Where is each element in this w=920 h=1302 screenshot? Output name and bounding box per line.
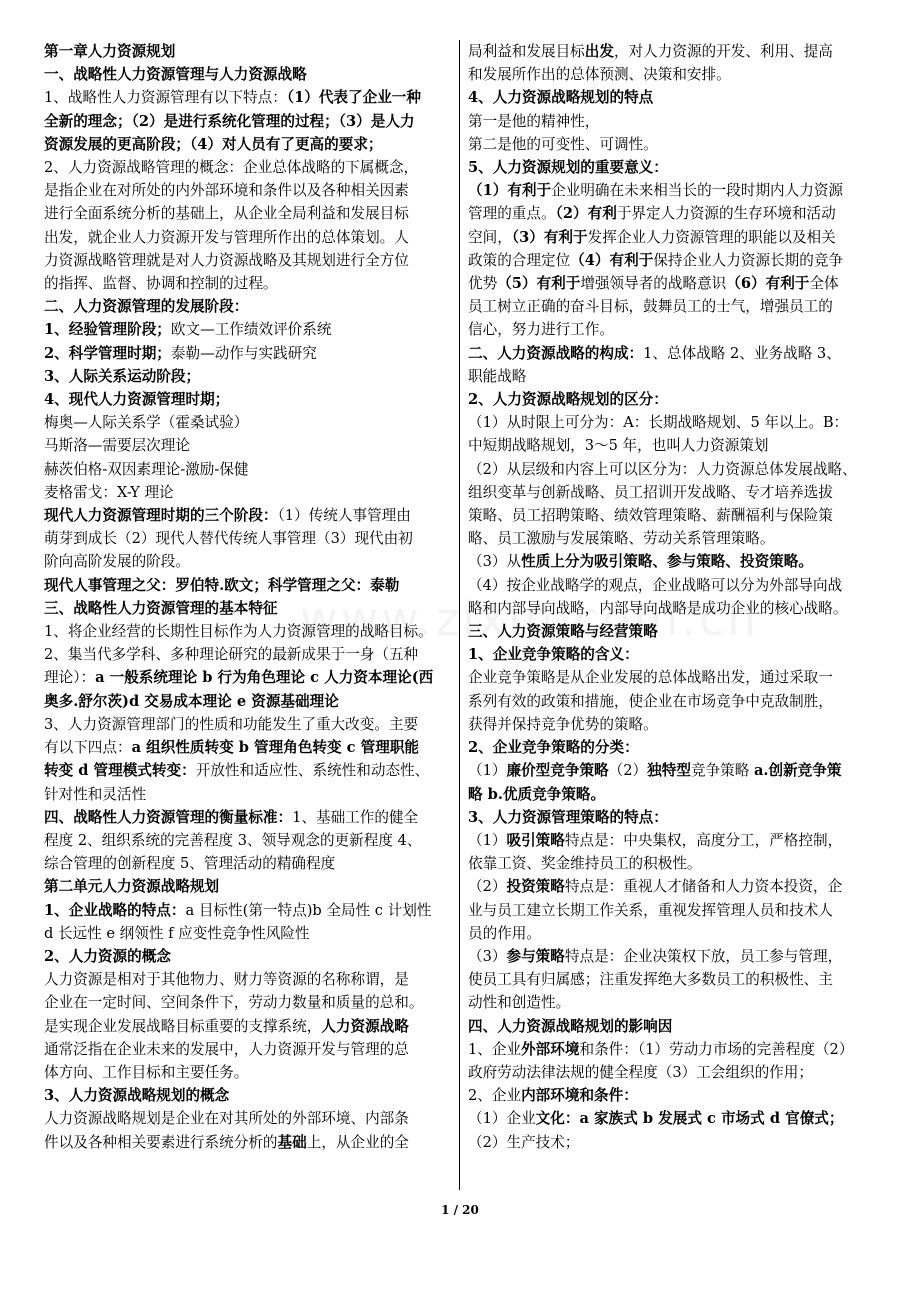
- left-text-line: [44, 249, 452, 272]
- text-segment: 上，从企业的全: [306, 1133, 409, 1151]
- bold-text-segment: a 一般系统理论 b 行为角色理论 c 人力资本理论(西: [95, 669, 434, 687]
- text-segment: （2）: [608, 762, 648, 780]
- bold-text-segment: 参与策略: [506, 947, 565, 965]
- text-segment: 进行全面系统分析的基础上，从企业全局利益和发展目标: [44, 205, 409, 223]
- text-segment: 力资源战略管理就是对人力资源战略及其规划进行全方位: [44, 251, 409, 269]
- right-text-line: [468, 945, 878, 968]
- column-divider: [459, 40, 460, 1190]
- bold-text-segment: 资源发展的更高阶段；（4）对人员有了更高的要求；: [44, 135, 383, 153]
- left-text-line: [44, 643, 452, 666]
- bold-text-segment: （3）有利于: [511, 228, 588, 246]
- bold-text-segment: 独特型: [647, 762, 691, 780]
- bold-text-segment: 3、人力资源管理策略的特点：: [468, 808, 668, 826]
- text-segment: 依靠工资、奖金维持员工的积极性。: [468, 855, 702, 873]
- right-text-line: [468, 86, 878, 109]
- bold-text-segment: （1）有利于: [468, 182, 552, 200]
- bold-text-segment: 1、经验管理阶段；: [44, 321, 171, 339]
- text-segment: 萌芽到成长（2）现代人替代传统人事管理（3）现代由初: [44, 530, 413, 548]
- bold-text-segment: 性质上分为吸引策略、参与策略、投资策略。: [521, 553, 813, 571]
- left-text-line: [44, 945, 452, 968]
- left-text-line: [44, 272, 452, 295]
- text-segment: 特点是：中央集权，高度分工，严格控制，: [564, 831, 843, 849]
- text-segment: 获得并保持竞争优势的策略。: [468, 715, 658, 733]
- right-text-line: [468, 411, 878, 434]
- left-text-line: [44, 1084, 452, 1107]
- right-text-line: [468, 110, 878, 133]
- bold-text-segment: 奥多.舒尔茨)d 交易成本理论 e 资源基础理论: [44, 692, 339, 710]
- left-text-line: [44, 156, 452, 179]
- text-segment: 梅奥—人际关系学（霍桑试验）: [44, 414, 249, 432]
- text-segment: 泰勒—动作与实践研究: [170, 344, 317, 362]
- bold-text-segment: 2、科学管理时期；: [44, 344, 171, 362]
- bold-text-segment: 四、战略性人力资源管理的衡量标准：: [44, 808, 293, 826]
- text-segment: （1）: [468, 762, 507, 780]
- left-text-line: [44, 481, 452, 504]
- right-text-line: [468, 63, 878, 86]
- text-segment: 1、企业: [468, 1040, 522, 1058]
- right-text-line: [468, 690, 878, 713]
- bold-text-segment: 2、人力资源的概念: [44, 947, 171, 965]
- bold-text-segment: 2、人力资源战略规划的区分：: [468, 391, 668, 409]
- right-text-line: [468, 365, 878, 388]
- left-text-line: [44, 574, 452, 597]
- left-text-line: [44, 991, 452, 1014]
- text-segment: 增强领导者的战略意识: [580, 275, 727, 293]
- right-text-line: [468, 991, 878, 1014]
- text-segment: a 目标性(第一特点)b 全局性 c 计划性: [185, 901, 432, 919]
- text-segment: 管理的重点。: [468, 205, 556, 223]
- bold-text-segment: 5、人力资源规划的重要意义：: [468, 159, 668, 177]
- left-text-line: [44, 690, 452, 713]
- text-segment: 局利益和发展目标: [468, 43, 585, 60]
- text-segment: （4）按企业战略学的观点，企业战略可以分为外部导向战: [468, 576, 843, 594]
- right-text-line: [468, 574, 878, 597]
- right-text-line: [468, 458, 878, 481]
- bold-text-segment: 内部环境和条件：: [521, 1087, 638, 1105]
- text-segment: 和发展所作出的总体预测、决策和安排。: [468, 66, 731, 84]
- left-text-line: [44, 504, 452, 527]
- bold-text-segment: 第一章人力资源规划: [44, 43, 176, 60]
- text-segment: 1、总体战略 2、业务战略 3、: [643, 344, 841, 362]
- text-segment: 企业竞争策略是从企业发展的总体战略出发，通过采取一: [468, 669, 833, 687]
- text-segment: 政策的合理定位: [468, 251, 571, 269]
- text-segment: 发挥企业人力资源管理的职能以及相关: [587, 228, 836, 246]
- bold-text-segment: 现代人事管理之父：罗伯特.欧文；科学管理之父：泰勒: [44, 576, 400, 594]
- right-text-line: [468, 133, 878, 156]
- text-segment: 空间，: [468, 228, 512, 246]
- left-text-line: [44, 829, 452, 852]
- text-segment: 信心，努力进行工作。: [468, 321, 614, 339]
- bold-text-segment: （6）有利于: [726, 275, 810, 293]
- bold-text-segment: 人力资源战略: [321, 1017, 409, 1035]
- text-segment: 人力资源战略规划是企业在对其所处的外部环境、内部条: [44, 1110, 409, 1128]
- bold-text-segment: 一、战略性人力资源管理与人力资源战略: [44, 66, 307, 84]
- right-text-line: [468, 527, 878, 550]
- bold-text-segment: 三、战略性人力资源管理的基本特征: [44, 599, 278, 617]
- left-text-line: [44, 620, 452, 643]
- right-text-line: [468, 713, 878, 736]
- text-segment: 阶向高阶发展的阶段。: [44, 553, 190, 571]
- right-text-line: [468, 249, 878, 272]
- text-segment: 企业明确在未来相当长的一段时期内人力资源: [551, 182, 844, 200]
- left-text-line: [44, 318, 452, 341]
- text-segment: 优势: [468, 275, 498, 293]
- text-segment: 中短期战略规划，3～5 年，也叫人力资源策划: [468, 437, 769, 455]
- left-text-line: [44, 968, 452, 991]
- bold-text-segment: 投资策略: [506, 878, 565, 896]
- text-segment: ，对人力资源的开发、利用、提高: [613, 43, 833, 60]
- left-text-line: [44, 806, 452, 829]
- right-text-line: [468, 806, 878, 829]
- left-text-line: [44, 759, 452, 782]
- text-segment: （2）从层级和内容上可以区分为：人力资源总体发展战略、: [468, 460, 857, 478]
- left-text-line: [44, 736, 452, 759]
- right-text-line: [468, 968, 878, 991]
- left-text-line: [44, 1015, 452, 1038]
- left-text-line: [44, 527, 452, 550]
- bold-text-segment: a 组织性质转变 b 管理角色转变 c 管理职能: [131, 739, 420, 757]
- text-segment: 马斯洛—需要层次理论: [44, 437, 190, 455]
- bold-text-segment: 1、企业竞争策略的含义：: [468, 646, 639, 664]
- text-segment: 2、集当代多学科、多种理论研究的最新成果于一身（五种: [44, 646, 419, 664]
- text-segment: （1）传统人事管理由: [277, 507, 411, 525]
- text-segment: 第二是他的可变性、可调性。: [468, 135, 658, 153]
- text-segment: 职能战略: [468, 367, 527, 385]
- right-text-line: [468, 295, 878, 318]
- right-text-line: [468, 852, 878, 875]
- text-segment: （1）从时限上可分为：A：长期战略规划、5 年以上。B：: [468, 414, 849, 432]
- right-text-line: [468, 783, 878, 806]
- text-segment: 2、人力资源战略管理的概念：企业总体战略的下属概念，: [44, 159, 419, 177]
- right-text-line: [468, 40, 878, 63]
- bold-text-segment: （2）有利: [555, 205, 617, 223]
- right-text-line: [468, 875, 878, 898]
- right-text-line: [468, 179, 878, 202]
- text-segment: 开放性和适应性、系统性和动态性、: [195, 762, 430, 780]
- text-segment: 人力资源是相对于其他物力、财力等资源的名称称谓，是: [44, 971, 409, 989]
- left-text-line: [44, 365, 452, 388]
- left-text-line: [44, 852, 452, 875]
- right-text-line: [468, 1131, 878, 1154]
- text-segment: 通常泛指在企业未来的发展中，人力资源开发与管理的总: [44, 1040, 409, 1058]
- right-column: [468, 40, 878, 1154]
- text-segment: 和条件：（1）劳动力市场的完善程度（2）: [579, 1040, 854, 1058]
- text-segment: 针对性和灵活性: [44, 785, 147, 803]
- left-text-line: [44, 226, 452, 249]
- bold-text-segment: 外部环境: [521, 1040, 580, 1058]
- text-segment: 略、员工激励与发展策略、劳动关系管理策略。: [468, 530, 775, 548]
- right-text-line: [468, 1084, 878, 1107]
- text-segment: （3）: [468, 947, 507, 965]
- text-segment: 的指挥、监督、协调和控制的过程。: [44, 275, 278, 293]
- bold-text-segment: （4）有利于: [570, 251, 654, 269]
- left-text-line: [44, 388, 452, 411]
- bold-text-segment: 基础: [277, 1133, 307, 1151]
- bold-text-segment: 吸引策略: [506, 831, 565, 849]
- bold-text-segment: 4、人力资源战略规划的特点: [468, 89, 654, 107]
- bold-text-segment: 出发: [584, 43, 614, 60]
- text-segment: （2）: [468, 878, 507, 896]
- left-text-line: [44, 40, 452, 63]
- text-segment: （1）: [468, 831, 507, 849]
- left-column: [44, 40, 452, 1154]
- right-text-line: [468, 1015, 878, 1038]
- text-segment: 是实现企业发展战略目标重要的支撑系统，: [44, 1017, 322, 1035]
- text-segment: 体方向、工作目标和主要任务。: [44, 1063, 249, 1081]
- left-text-line: [44, 458, 452, 481]
- text-segment: d 长远性 e 纲领性 f 应变性竞争性风险性: [44, 924, 310, 942]
- right-text-line: [468, 1061, 878, 1084]
- bold-text-segment: 二、人力资源管理的发展阶段：: [44, 298, 249, 316]
- left-text-line: [44, 411, 452, 434]
- text-segment: 有以下四点：: [44, 739, 132, 757]
- text-segment: 综合管理的创新程度 5、管理活动的精确程度: [44, 855, 336, 873]
- bold-text-segment: 1、企业战略的特点：: [44, 901, 186, 919]
- right-text-line: [468, 342, 878, 365]
- bold-text-segment: 文化：a 家族式 b 发展式 c 市场式 d 官僚式；: [535, 1110, 844, 1128]
- bold-text-segment: （1）代表了企业一种: [286, 89, 421, 107]
- right-text-line: [468, 504, 878, 527]
- bold-text-segment: 廉价型竞争策略: [506, 762, 609, 780]
- right-text-line: [468, 759, 878, 782]
- bold-text-segment: 三、人力资源策略与经营策略: [468, 623, 658, 641]
- right-text-line: [468, 156, 878, 179]
- right-text-line: [468, 597, 878, 620]
- text-segment: 特点是：重视人才储备和人力资本投资，企: [564, 878, 843, 896]
- text-segment: 3、人力资源管理部门的性质和功能发生了重大改变。主要: [44, 715, 419, 733]
- bold-text-segment: 转变 d 管理模式转变：: [44, 762, 196, 780]
- right-text-line: [468, 666, 878, 689]
- text-segment: 保持企业人力资源长期的竞争: [653, 251, 844, 269]
- right-text-line: [468, 829, 878, 852]
- text-segment: 2、企业: [468, 1087, 522, 1105]
- text-segment: 使员工具有归属感；注重发挥绝大多数员工的积极性、主: [468, 971, 833, 989]
- text-segment: 组织变革与创新战略、员工招训开发战略、专才培养选拔: [468, 483, 833, 501]
- left-text-line: [44, 1131, 452, 1154]
- right-text-line: [468, 922, 878, 945]
- left-text-line: [44, 922, 452, 945]
- left-text-line: [44, 1107, 452, 1130]
- text-segment: 业与员工建立长期工作关系，重视发挥管理人员和技术人: [468, 901, 833, 919]
- right-text-line: [468, 899, 878, 922]
- text-segment: 1、将企业经营的长期性目标作为人力资源管理的战略目标。: [44, 623, 433, 641]
- text-segment: 竞争策略: [690, 762, 754, 780]
- left-text-line: [44, 63, 452, 86]
- bold-text-segment: 3、人际关系运动阶段；: [44, 367, 201, 385]
- text-segment: 程度 2、组织系统的完善程度 3、领导观念的更新程度 4、: [44, 831, 422, 849]
- text-segment: （3）从: [468, 553, 522, 571]
- right-text-line: [468, 226, 878, 249]
- text-segment: 理论）：: [44, 669, 96, 687]
- left-text-line: [44, 597, 452, 620]
- text-segment: （1）企业: [468, 1110, 536, 1128]
- text-segment: 企业在一定时间、空间条件下，劳动力数量和质量的总和。: [44, 994, 424, 1012]
- left-text-line: [44, 110, 452, 133]
- right-text-line: [468, 481, 878, 504]
- left-text-line: [44, 179, 452, 202]
- text-segment: （2）生产技术；: [468, 1133, 580, 1151]
- right-text-line: [468, 1038, 878, 1061]
- text-segment: 于界定人力资源的生存环境和活动: [616, 205, 836, 223]
- text-segment: 略和内部导向战略，内部导向战略是成功企业的核心战略。: [468, 599, 848, 617]
- bold-text-segment: 全新的理念；（2）是进行系统化管理的过程；（3）是人力: [44, 112, 415, 130]
- text-segment: 1、战略性人力资源管理有以下特点：: [44, 89, 287, 107]
- text-segment: 第一是他的精神性，: [468, 112, 600, 130]
- bold-text-segment: 四、人力资源战略规划的影响因: [468, 1017, 673, 1035]
- left-text-line: [44, 550, 452, 573]
- bold-text-segment: a.创新竞争策: [753, 762, 842, 780]
- bold-text-segment: 第二单元人力资源战略规划: [44, 878, 220, 896]
- right-text-line: [468, 388, 878, 411]
- left-text-line: [44, 342, 452, 365]
- right-text-line: [468, 318, 878, 341]
- text-segment: 是指企业在对所处的内外部环境和条件以及各种相关因素: [44, 182, 409, 200]
- left-text-line: [44, 202, 452, 225]
- left-text-line: [44, 86, 452, 109]
- text-segment: 出发，就企业人力资源开发与管理所作出的总体策划。人: [44, 228, 409, 246]
- bold-text-segment: 4、现代人力资源管理时期；: [44, 391, 230, 409]
- right-text-line: [468, 202, 878, 225]
- text-segment: 员的作用。: [468, 924, 541, 942]
- text-segment: 动性和创造性。: [468, 994, 571, 1012]
- bold-text-segment: 二、人力资源战略的构成：: [468, 344, 644, 362]
- text-segment: 麦格雷戈：X-Y 理论: [44, 483, 174, 501]
- page-number: 1 / 20: [441, 1203, 479, 1217]
- left-text-line: [44, 295, 452, 318]
- text-segment: 件以及各种相关要素进行系统分析的: [44, 1133, 278, 1151]
- right-text-line: [468, 736, 878, 759]
- right-text-line: [468, 620, 878, 643]
- right-text-line: [468, 434, 878, 457]
- right-text-line: [468, 550, 878, 573]
- left-text-line: [44, 713, 452, 736]
- text-segment: 策略、员工招聘策略、绩效管理策略、薪酬福利与保险策: [468, 507, 833, 525]
- bold-text-segment: 略 b.优质竞争策略。: [468, 785, 606, 803]
- left-text-line: [44, 434, 452, 457]
- text-segment: 全体: [809, 275, 839, 293]
- text-segment: 政府劳动法律法规的健全程度（3）工会组织的作用；: [468, 1063, 813, 1081]
- text-segment: 1、基础工作的健全: [292, 808, 419, 826]
- bold-text-segment: 3、人力资源战略规划的概念: [44, 1087, 230, 1105]
- left-text-line: [44, 133, 452, 156]
- text-segment: 员工树立正确的奋斗目标，鼓舞员工的士气，增强员工的: [468, 298, 833, 316]
- bold-text-segment: （5）有利于: [497, 275, 581, 293]
- left-text-line: [44, 666, 452, 689]
- right-text-line: [468, 1107, 878, 1130]
- text-segment: 赫茨伯格-双因素理论-激励-保健: [44, 460, 249, 478]
- right-text-line: [468, 643, 878, 666]
- text-segment: 系列有效的政策和措施，使企业在市场竞争中克敌制胜，: [468, 692, 833, 710]
- bold-text-segment: 2、企业竞争策略的分类：: [468, 739, 639, 757]
- bold-text-segment: 现代人力资源管理时期的三个阶段：: [44, 507, 278, 525]
- text-segment: 特点是：企业决策权下放，员工参与管理，: [564, 947, 843, 965]
- left-text-line: [44, 783, 452, 806]
- left-text-line: [44, 875, 452, 898]
- left-text-line: [44, 1038, 452, 1061]
- left-text-line: [44, 899, 452, 922]
- right-text-line: [468, 272, 878, 295]
- text-segment: 欧文—工作绩效评价系统: [170, 321, 332, 339]
- left-text-line: [44, 1061, 452, 1084]
